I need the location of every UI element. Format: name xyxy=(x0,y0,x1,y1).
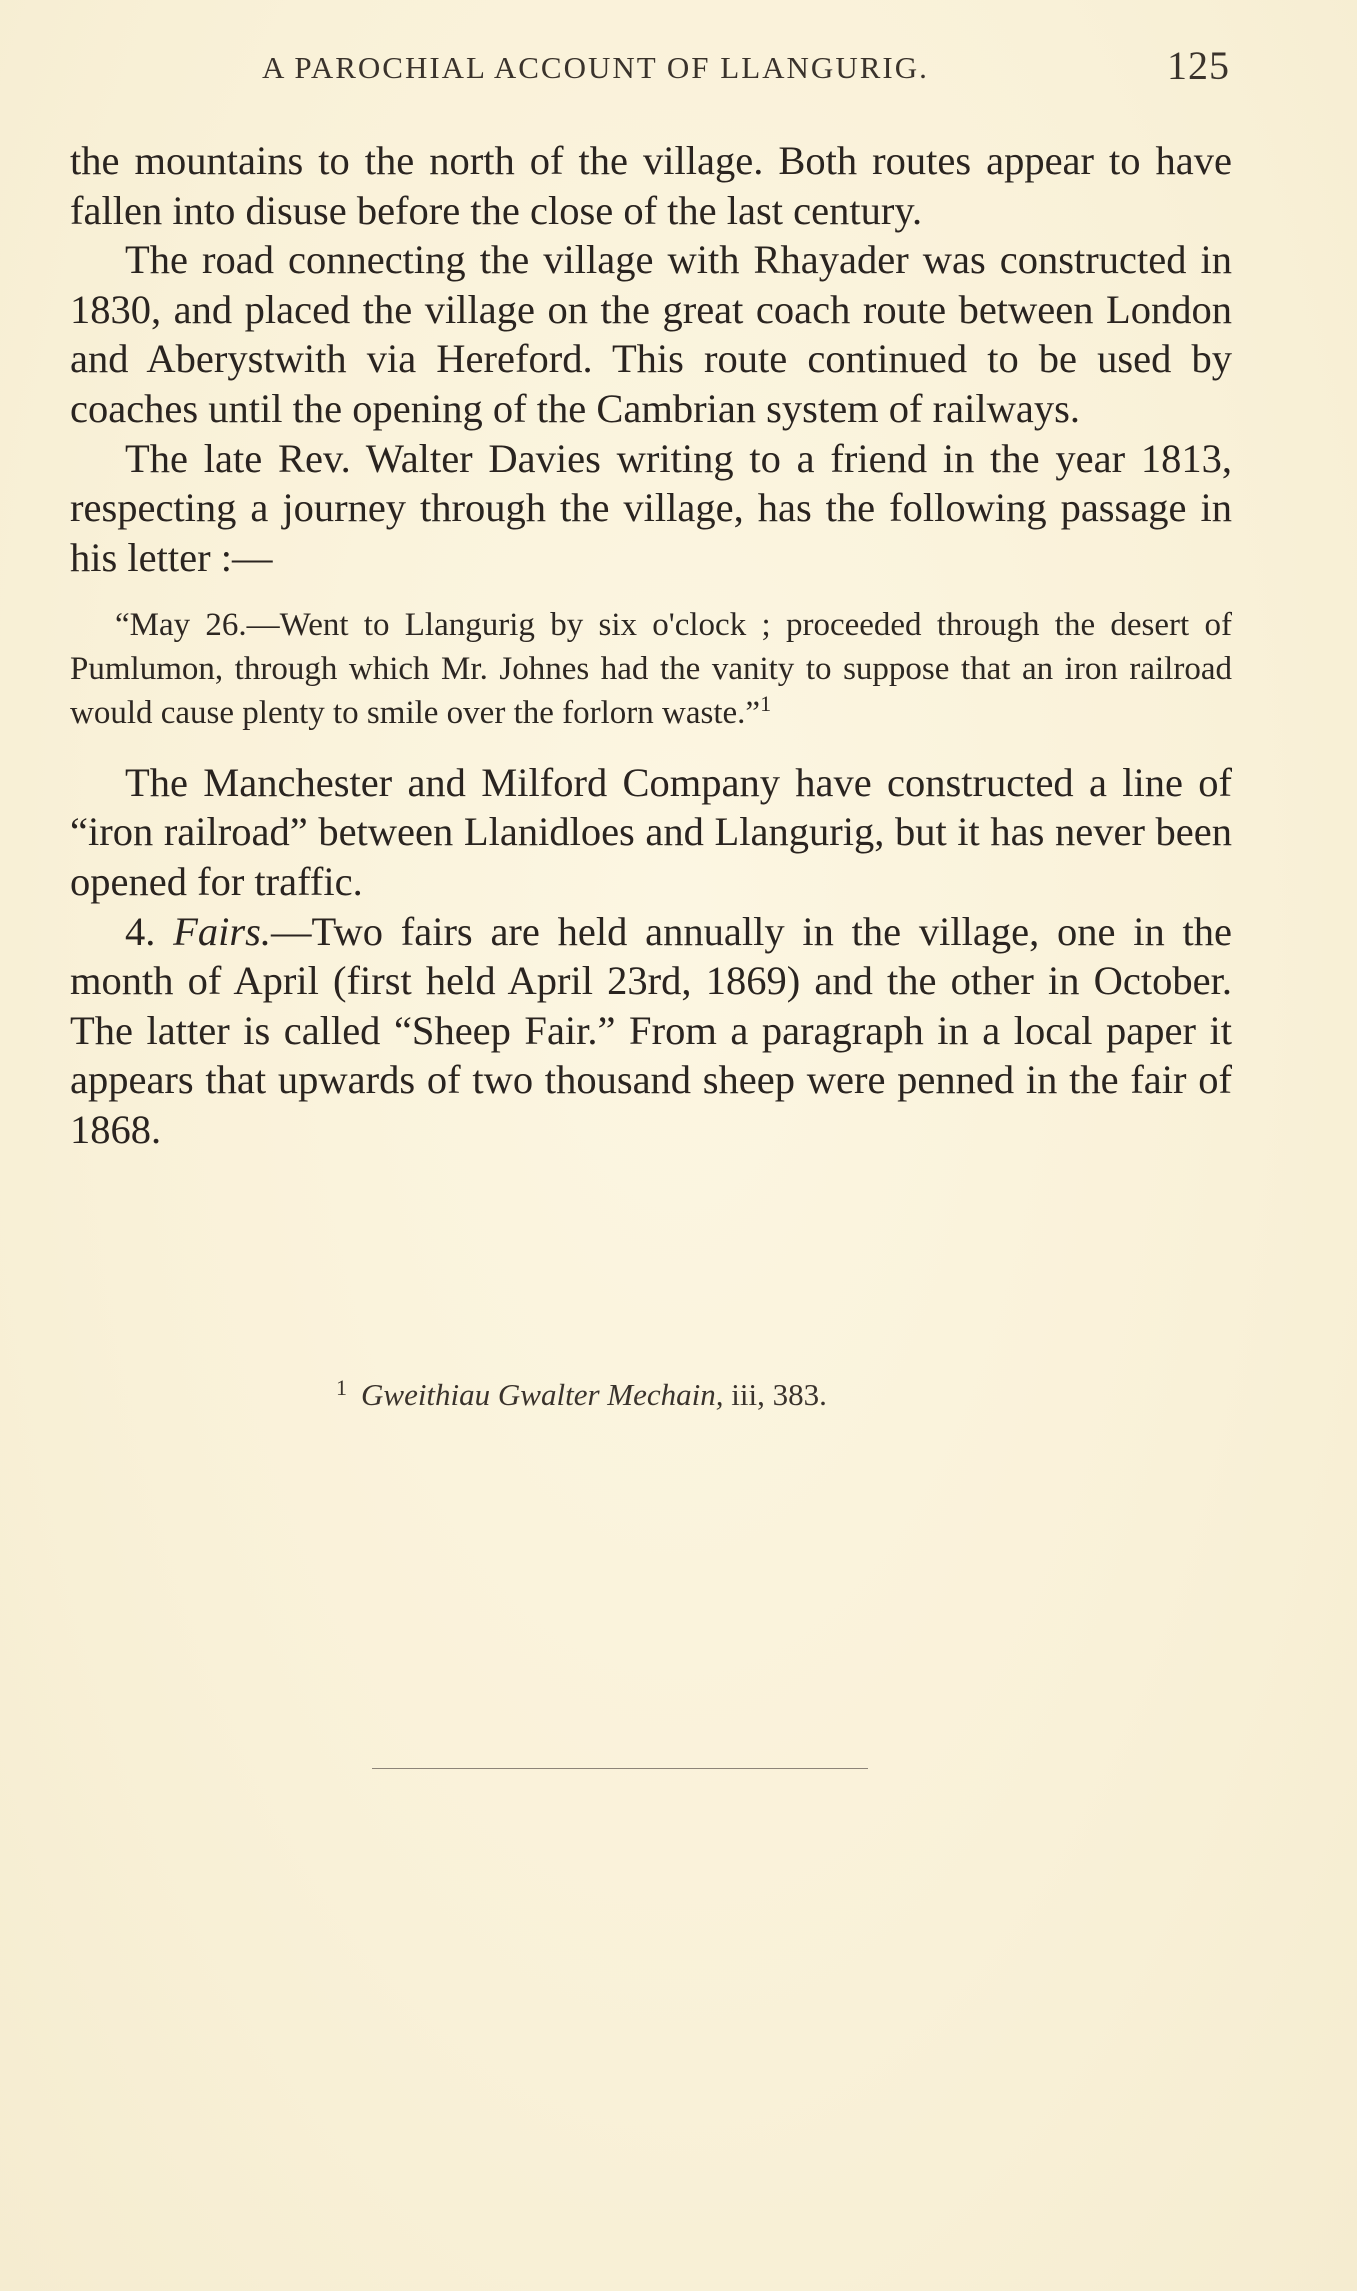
running-title: A PAROCHIAL ACCOUNT OF LLANGURIG. xyxy=(262,50,929,85)
paragraph-manchester-milford: The Manchester and Milford Company have constructed a line of “iron railroad” between Llanidloes and Llangurig, but it has never been opened for traffic. xyxy=(70,759,1232,904)
body-text xyxy=(70,136,1232,1154)
horizontal-rule xyxy=(372,1768,868,1769)
section-number: 4. xyxy=(125,908,156,954)
running-header xyxy=(262,43,1230,88)
footnote xyxy=(336,1375,827,1413)
footnote-reference: 1 xyxy=(760,690,772,716)
block-quote xyxy=(70,604,1232,735)
paragraph-rhayader-road: The road connecting the village with Rhayader was constructed in 1830, and placed the village on the great coach route between London and Aberystwith via Hereford. This route continued to be used by coaches until the opening of the Cambrian system of railways. xyxy=(70,237,1232,431)
footnote-reference-text: iii, 383. xyxy=(723,1377,827,1412)
paragraph-walter-davies: The late Rev. Walter Davies writing to a friend in the year 1813, respecting a journey through the village, has the following passage in his letter :— xyxy=(70,435,1232,580)
section-heading-fairs: Fairs. xyxy=(173,908,272,954)
fairs-text: —Two fairs are held annually in the village, one in the month of April (first held April 23rd, 1869) and the other in October. The latter is called “Sheep Fair.” From a paragraph in a local paper it appears that upwards of two thousand sheep were penned in the fair of 1868. xyxy=(70,908,1233,1152)
footnote-title: Gweithiau Gwalter Mechain, xyxy=(361,1377,724,1412)
paragraph-routes: the mountains to the north of the village. Both routes appear to have fallen into disuse before the close of the last century. xyxy=(70,138,1232,233)
paragraph-fairs xyxy=(70,907,1232,1155)
quote-text: “May 26.—Went to Llangurig by six o'clock ; proceeded through the desert of Pumlumon, through which Mr. Johnes had the vanity to suppose that an iron railroad would cause plenty to smile over the forlorn waste.” xyxy=(70,607,1232,731)
page-number: 125 xyxy=(1167,43,1230,88)
footnote-marker: 1 xyxy=(336,1375,347,1400)
